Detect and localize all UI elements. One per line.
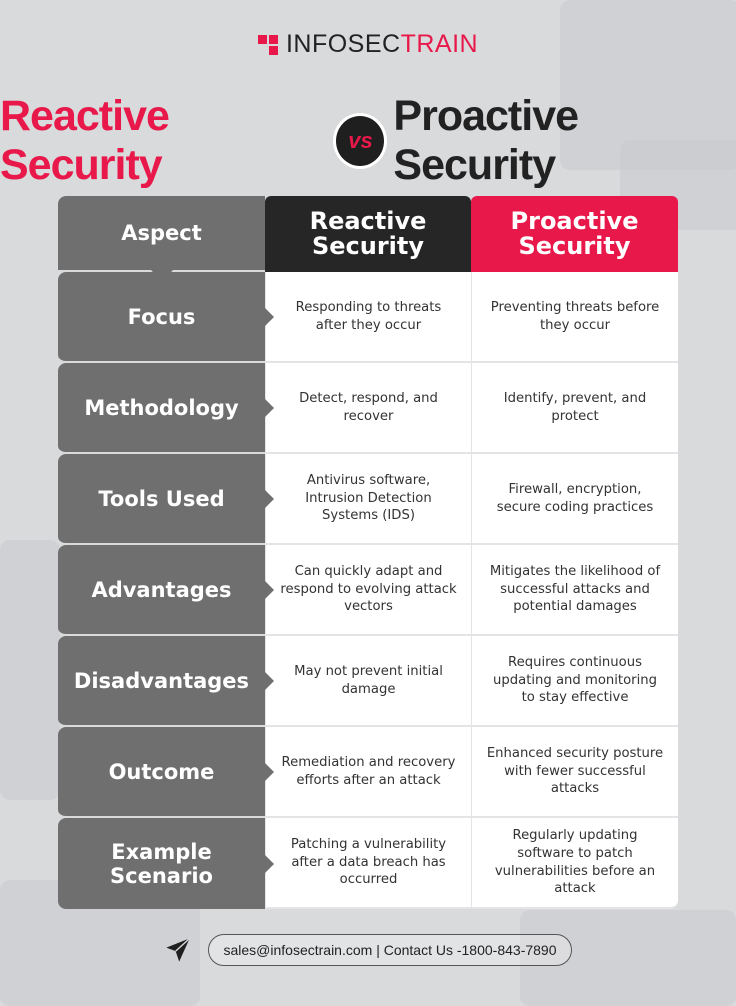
table-row (58, 545, 678, 636)
brand-name: INFOSECTRAIN (285, 30, 479, 58)
vs-badge: vs (333, 113, 387, 169)
title-right: Proactive Security (393, 92, 579, 189)
row-aspect: Outcome (58, 727, 265, 818)
header-proactive: Proactive Security (471, 196, 678, 272)
row-proactive: Identify, prevent, and protect (471, 363, 678, 454)
row-reactive: Remediation and recovery efforts after an attack (265, 727, 471, 818)
row-aspect: Advantages (58, 545, 265, 636)
table-header-row (58, 196, 678, 272)
row-aspect: Example Scenario (58, 818, 265, 909)
row-proactive: Mitigates the likelihood of successful attacks and potential damages (471, 545, 678, 636)
table-row (58, 363, 678, 454)
page-title (0, 92, 736, 190)
table-row (58, 454, 678, 545)
row-reactive: Patching a vulnerability after a data breach has occurred (265, 818, 471, 909)
contact-footer (0, 934, 736, 966)
row-aspect: Tools Used (58, 454, 265, 545)
row-reactive: Detect, respond, and recover (265, 363, 471, 454)
table-row (58, 727, 678, 818)
row-aspect: Disadvantages (58, 636, 265, 727)
title-left: Reactive Security (0, 92, 169, 189)
row-proactive: Firewall, encryption, secure coding practices (471, 454, 678, 545)
row-aspect: Focus (58, 272, 265, 363)
table-row (58, 818, 678, 909)
row-proactive: Regularly updating software to patch vulnerabilities before an attack (471, 818, 678, 909)
table-row (58, 636, 678, 727)
contact-info[interactable]: sales@infosectrain.com | Contact Us -1800-843-7890 (208, 934, 571, 966)
row-aspect: Methodology (58, 363, 265, 454)
send-icon (164, 936, 192, 964)
row-reactive: May not prevent initial damage (265, 636, 471, 727)
header-aspect: Aspect (58, 196, 265, 272)
row-reactive: Can quickly adapt and respond to evolving attack vectors (265, 545, 471, 636)
header-reactive: Reactive Security (265, 196, 471, 272)
row-proactive: Enhanced security posture with fewer successful attacks (471, 727, 678, 818)
row-proactive: Requires continuous updating and monitoring to stay effective (471, 636, 678, 727)
logo-mark-icon (258, 35, 280, 55)
comparison-table (58, 196, 678, 909)
row-proactive: Preventing threats before they occur (471, 272, 678, 363)
row-reactive: Responding to threats after they occur (265, 272, 471, 363)
brand-logo (0, 30, 736, 59)
row-reactive: Antivirus software, Intrusion Detection Systems (IDS) (265, 454, 471, 545)
table-row (58, 272, 678, 363)
